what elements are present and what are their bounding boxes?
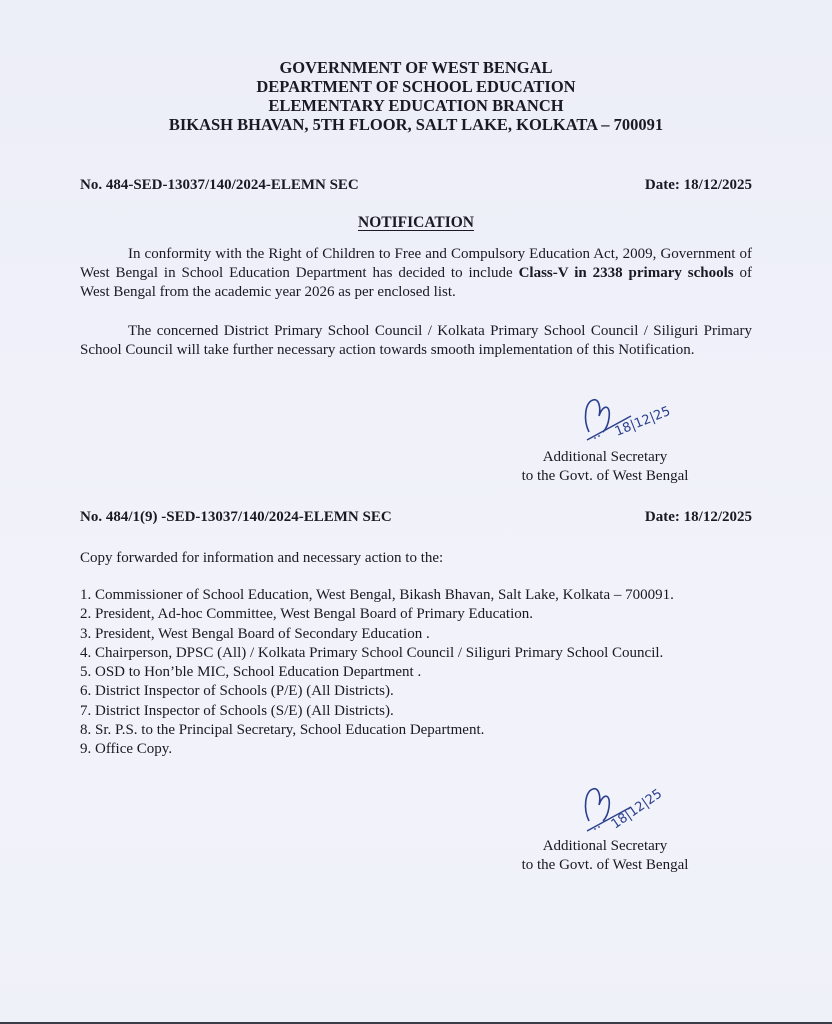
list-item: 9. Office Copy. [80,741,173,758]
notification-paragraph-1 [80,245,752,302]
signature-date: 18|12|25 [608,786,666,833]
forwarding-intro: Copy forwarded for information and necessary action to the: [80,550,444,566]
letterhead-department: DEPARTMENT OF SCHOOL EDUCATION [256,77,576,96]
list-item: 4. Chairperson, DPSC (All) / Kolkata Primary School Council / Siliguri Primary School Council. [80,644,664,661]
list-item: 8. Sr. P.S. to the Principal Secretary, School Education Department. [80,722,485,739]
forwarding-signature-block [490,785,720,875]
signatory-office: to the Govt. of West Bengal [521,857,689,873]
letterhead [0,58,832,134]
notification-ref-number: No. 484-SED-13037/140/2024-ELEMN SEC [80,177,359,193]
notification-signature-block [490,396,720,486]
signature-icon [490,396,720,448]
list-item: 2. President, Ad-hoc Committee, West Bengal Board of Primary Education. [80,606,534,623]
letterhead-government: GOVERNMENT OF WEST BENGAL [279,58,553,77]
forwarding-reference-row [80,509,752,526]
recipient-list [80,586,760,760]
signature-date: 18|12|25 [612,403,673,440]
list-item: 7. District Inspector of Schools (S/E) (All Districts). [80,702,394,719]
list-item: 1. Commissioner of School Education, West Bengal, Bikash Bhavan, Salt Lake, Kolkata – 700091. [80,587,674,603]
signature-icon [490,785,720,837]
signatory-designation: Additional Secretary [542,838,668,854]
letterhead-address: BIKASH BHAVAN, 5TH FLOOR, SALT LAKE, KOLKATA – 700091 [168,115,664,134]
para1-bold-text: Class-V in 2338 primary schools [518,265,734,281]
notification-paragraph-2: The concerned District Primary School Council / Kolkata Primary School Council / Siliguri Primary School Council will take further necessary action towards smooth implementation of this Notification. [80,323,752,358]
list-item: 6. District Inspector of Schools (P/E) (All Districts). [80,683,394,700]
forwarding-date: Date: 18/12/2025 [644,509,752,525]
signatory-office: to the Govt. of West Bengal [521,468,689,484]
forwarding-ref-number: No. 484/1(9) -SED-13037/140/2024-ELEMN SEC [80,509,392,525]
notification-date: Date: 18/12/2025 [644,177,752,193]
list-item: 3. President, West Bengal Board of Secondary Education . [80,625,430,642]
list-item: 5. OSD to Hon’ble MIC, School Education Department . [80,664,422,681]
signatory-designation: Additional Secretary [542,449,668,465]
para1-text-after: of West Bengal from the academic year 2026 as per enclosed list. [80,265,753,300]
para1-text-before: In conformity with the Right of Children to Free and Compulsory Education Act, 2009, Government of West Bengal in School Education Department has decided to include [80,246,752,281]
notification-title: NOTIFICATION [358,214,474,231]
letterhead-branch: ELEMENTARY EDUCATION BRANCH [268,96,564,115]
notification-reference-row [80,177,752,194]
